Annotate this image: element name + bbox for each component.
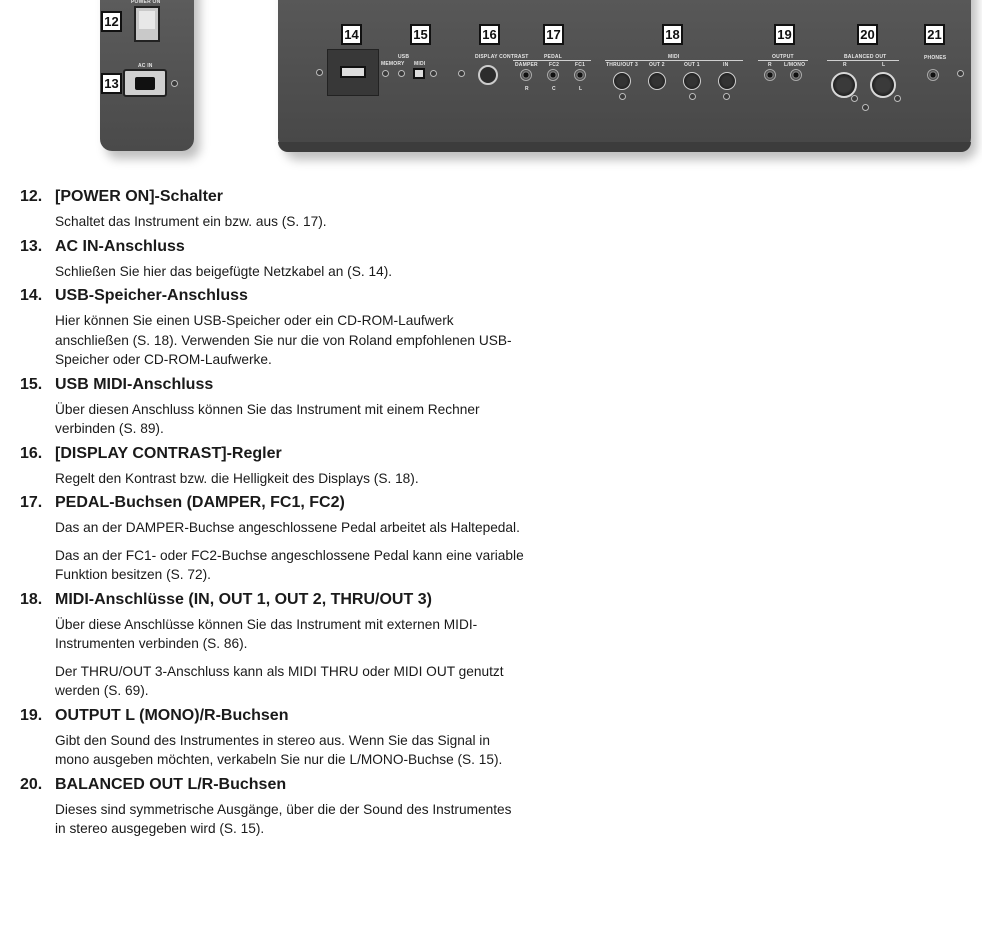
output-lmono-label: L/MONO	[784, 62, 806, 68]
entry-number: 17.	[20, 494, 43, 511]
entry-14	[0, 287, 540, 370]
damper-jack	[520, 69, 532, 81]
callout-12: 12	[101, 11, 122, 32]
entry-13	[0, 238, 540, 282]
entry-description: Das an der DAMPER-Buchse angeschlossene Pedal arbeitet als Haltepedal.	[55, 520, 520, 535]
fc2-label: FC2	[549, 62, 560, 68]
midi-bracket	[605, 60, 743, 61]
screw	[957, 70, 964, 77]
entry-title: USB-Speicher-Anschluss	[55, 287, 248, 304]
entry-heading	[0, 591, 540, 609]
thru-out3-label: THRU/OUT 3	[606, 62, 638, 68]
screw	[382, 70, 389, 77]
entry-description: Schaltet das Instrument ein bzw. aus (S. 17).	[55, 214, 327, 229]
entry-17	[0, 494, 540, 585]
screw	[398, 70, 405, 77]
midi-out2-port	[648, 72, 666, 90]
entry-heading	[0, 238, 540, 256]
entry-number: 15.	[20, 375, 43, 393]
entry-title: [DISPLAY CONTRAST]-Regler	[55, 444, 282, 462]
usb-midi-label: MIDI	[414, 61, 426, 67]
usb-midi-port	[413, 68, 425, 79]
output-r-label: R	[768, 62, 772, 68]
balanced-out-label: BALANCED OUT	[844, 54, 887, 60]
entry-heading	[0, 376, 540, 394]
display-contrast-knob	[478, 65, 498, 85]
description-list	[0, 188, 540, 845]
rear-panel-illustration	[0, 0, 982, 170]
entry-heading	[0, 776, 540, 794]
fc2-jack	[547, 69, 559, 81]
midi-out1-port	[683, 72, 701, 90]
entry-title: [POWER ON]-Schalter	[55, 188, 224, 205]
entry-title: USB MIDI-Anschluss	[55, 375, 214, 393]
entry-20	[0, 776, 540, 839]
ac-in-label: AC IN	[138, 63, 153, 69]
entry-description: Gibt den Sound des Instrumentes in stereo aus. Wenn Sie das Signal in mono ausgeben möchten, verkabeln Sie nur die L/MONO-Buchse (S. 15).	[55, 732, 503, 767]
screw	[458, 70, 465, 77]
entry-number: 13.	[20, 237, 43, 255]
balanced-bracket	[827, 60, 899, 61]
fc1-label: FC1	[575, 62, 586, 68]
entry-12	[0, 188, 540, 232]
power-on-label: POWER ON	[131, 0, 161, 5]
midi-in-port	[718, 72, 736, 90]
entry-16	[0, 445, 540, 489]
callout-17: 17	[543, 24, 564, 45]
screw	[316, 69, 323, 76]
out2-label: OUT 2	[649, 62, 665, 68]
pedal-c-label: C	[552, 86, 556, 92]
output-r-jack	[764, 69, 776, 81]
pedal-bracket	[513, 60, 591, 61]
display-contrast-label: DISPLAY CONTRAST	[475, 54, 529, 60]
output-bracket	[758, 60, 808, 61]
power-switch	[134, 6, 160, 42]
phones-jack	[927, 69, 939, 81]
callout-19: 19	[774, 24, 795, 45]
callout-16: 16	[479, 24, 500, 45]
pedal-r-label: R	[525, 86, 529, 92]
entry-description: Regelt den Kontrast bzw. die Helligkeit des Displays (S. 18).	[55, 470, 419, 486]
entry-title: AC IN-Anschluss	[55, 237, 185, 255]
screw	[894, 95, 901, 102]
entry-heading	[0, 445, 540, 463]
entry-description: Der THRU/OUT 3-Anschluss kann als MIDI THRU oder MIDI OUT genutzt werden (S. 69).	[55, 663, 504, 698]
in-label: IN	[723, 62, 729, 68]
output-label: OUTPUT	[772, 54, 794, 60]
pedal-label: PEDAL	[544, 54, 562, 60]
entry-description: Schließen Sie hier das beigefügte Netzkabel an (S. 14).	[55, 263, 393, 279]
usb-label: USB	[398, 54, 410, 60]
output-lmono-jack	[790, 69, 802, 81]
ac-in-socket	[123, 69, 167, 97]
entry-title: OUTPUT L (MONO)/R-Buchsen	[55, 706, 289, 724]
entry-number: 20.	[20, 775, 43, 793]
screw	[171, 80, 178, 87]
entry-heading	[0, 287, 540, 305]
entry-title: MIDI-Anschlüsse (IN, OUT 1, OUT 2, THRU/OUT 3)	[55, 590, 432, 608]
balanced-l-label: L	[882, 62, 886, 68]
entry-description: Das an der FC1- oder FC2-Buchse angeschlossene Pedal kann eine variable Funktion besitzen (S. 72).	[55, 547, 524, 582]
entry-title: PEDAL-Buchsen (DAMPER, FC1, FC2)	[55, 494, 345, 511]
midi-thru-out3-port	[613, 72, 631, 90]
phones-label: PHONES	[924, 55, 947, 61]
screw	[430, 70, 437, 77]
entry-number: 16.	[20, 444, 43, 462]
entry-heading	[0, 188, 540, 206]
entry-number: 14.	[20, 287, 43, 304]
callout-21: 21	[924, 24, 945, 45]
entry-heading	[0, 494, 540, 512]
entry-19	[0, 707, 540, 770]
callout-13: 13	[101, 73, 122, 94]
memory-label: MEMORY	[381, 61, 405, 67]
balanced-out-l-xlr	[870, 72, 896, 98]
entry-number: 18.	[20, 590, 43, 608]
entry-heading	[0, 707, 540, 725]
entry-description: Über diesen Anschluss können Sie das Instrument mit einem Rechner verbinden (S. 89).	[55, 401, 480, 436]
entry-15	[0, 376, 540, 439]
usb-memory-port	[327, 49, 379, 96]
fc1-jack	[574, 69, 586, 81]
entry-description: Hier können Sie einen USB-Speicher oder ein CD-ROM-Laufwerk anschließen (S. 18). Verwenden Sie nur die von Roland empfohlenen USB-Speicher oder CD-ROM-Laufwerke.	[55, 313, 512, 367]
entry-number: 12.	[20, 188, 43, 205]
screw	[689, 93, 696, 100]
callout-15: 15	[410, 24, 431, 45]
entry-description: Über diese Anschlüsse können Sie das Instrument mit externen MIDI-Instrumenten verbinden (S. 86).	[55, 616, 478, 651]
entry-18	[0, 591, 540, 701]
pedal-l-label: L	[579, 86, 583, 92]
out1-label: OUT 1	[684, 62, 700, 68]
callout-18: 18	[662, 24, 683, 45]
entry-number: 19.	[20, 706, 43, 724]
screw	[851, 95, 858, 102]
screw	[723, 93, 730, 100]
balanced-r-label: R	[843, 62, 847, 68]
screw	[862, 104, 869, 111]
entry-description: Dieses sind symmetrische Ausgänge, über die der Sound des Instrumentes in stereo ausgegeben wird (S. 15).	[55, 801, 512, 836]
callout-14: 14	[341, 24, 362, 45]
midi-label: MIDI	[668, 54, 680, 60]
damper-label: DAMPER	[515, 62, 538, 68]
entry-title: BALANCED OUT L/R-Buchsen	[55, 775, 287, 793]
callout-20: 20	[857, 24, 878, 45]
screw	[619, 93, 626, 100]
